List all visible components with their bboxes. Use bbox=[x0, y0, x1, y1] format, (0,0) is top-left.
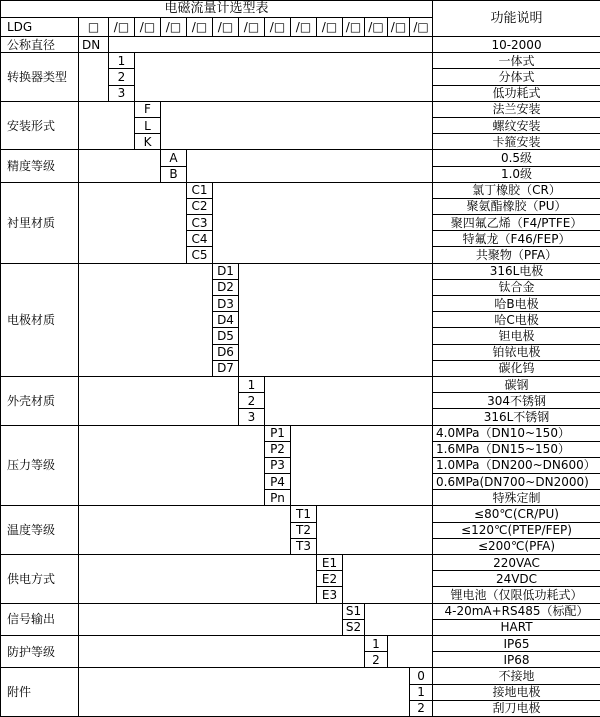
option-row bbox=[1, 150, 600, 166]
category-label: 电极材质 bbox=[1, 263, 79, 376]
empty-cell bbox=[79, 182, 187, 263]
option-description: 304不锈钢 bbox=[433, 393, 600, 409]
option-description: 4-20mA+RS485（标配） bbox=[433, 603, 600, 619]
empty-cell bbox=[161, 101, 433, 150]
option-code: DN bbox=[79, 37, 109, 53]
model-slot-box: /□ bbox=[161, 18, 187, 37]
option-description: 分体式 bbox=[433, 69, 600, 85]
category-label: 衬里材质 bbox=[1, 182, 79, 263]
empty-cell bbox=[79, 425, 265, 506]
category-label: 压力等级 bbox=[1, 425, 79, 506]
empty-cell bbox=[187, 150, 433, 182]
option-description: 碳钢 bbox=[433, 376, 600, 392]
option-code: C2 bbox=[187, 198, 213, 214]
option-description: 220VAC bbox=[433, 555, 600, 571]
option-description: HART bbox=[433, 619, 600, 635]
option-code: D1 bbox=[213, 263, 239, 279]
diameter-row bbox=[1, 37, 600, 53]
function-column-header: 功能说明 bbox=[433, 1, 600, 37]
option-description: ≤200℃(PFA) bbox=[433, 538, 600, 554]
option-code: T1 bbox=[291, 506, 317, 522]
table-title: 电磁流量计选型表 bbox=[1, 1, 433, 18]
option-code: 2 bbox=[365, 652, 388, 668]
title-row bbox=[1, 1, 600, 18]
option-code: D2 bbox=[213, 279, 239, 295]
model-slot-box: /□ bbox=[388, 18, 410, 37]
option-code: K bbox=[135, 134, 161, 150]
empty-cell bbox=[79, 150, 161, 182]
option-description: 螺纹安装 bbox=[433, 117, 600, 133]
empty-cell bbox=[265, 376, 433, 425]
option-code: 1 bbox=[109, 53, 135, 69]
empty-cell bbox=[79, 603, 343, 635]
option-description: 法兰安装 bbox=[433, 101, 600, 117]
category-label: 转换器类型 bbox=[1, 53, 79, 102]
option-row bbox=[1, 555, 600, 571]
option-description: ≤80℃(CR/PU) bbox=[433, 506, 600, 522]
category-label: 公称直径 bbox=[1, 37, 79, 53]
empty-cell bbox=[239, 263, 433, 376]
option-code: F bbox=[135, 101, 161, 117]
category-label: 防护等级 bbox=[1, 635, 79, 667]
option-code: E1 bbox=[317, 555, 343, 571]
option-description: 特氟龙（F46/FEP） bbox=[433, 231, 600, 247]
option-description: 低功耗式 bbox=[433, 85, 600, 101]
option-description: 刮刀电极 bbox=[433, 700, 600, 716]
option-description: 哈B电极 bbox=[433, 296, 600, 312]
option-description: 氯丁橡胶（CR） bbox=[433, 182, 600, 198]
option-row bbox=[1, 425, 600, 441]
option-code: 1 bbox=[365, 635, 388, 651]
category-label: 温度等级 bbox=[1, 506, 79, 555]
option-description: 10-2000 bbox=[433, 37, 600, 53]
option-description: 共聚物（PFA） bbox=[433, 247, 600, 263]
option-code: D6 bbox=[213, 344, 239, 360]
empty-cell bbox=[79, 263, 213, 376]
empty-cell bbox=[79, 376, 239, 425]
option-description: 4.0MPa（DN10~150） bbox=[433, 425, 600, 441]
empty-cell bbox=[79, 635, 365, 667]
option-code: C5 bbox=[187, 247, 213, 263]
option-description: 钽电极 bbox=[433, 328, 600, 344]
option-description: 接地电极 bbox=[433, 684, 600, 700]
option-code: P1 bbox=[265, 425, 291, 441]
empty-cell bbox=[135, 53, 433, 102]
option-code: 1 bbox=[239, 376, 265, 392]
model-slot-box: /□ bbox=[365, 18, 388, 37]
empty-cell bbox=[213, 182, 433, 263]
model-prefix-label: LDG bbox=[1, 18, 79, 37]
option-description: 316L不锈钢 bbox=[433, 409, 600, 425]
option-code: B bbox=[161, 166, 187, 182]
category-label: 精度等级 bbox=[1, 150, 79, 182]
option-row bbox=[1, 101, 600, 117]
option-description: 1.0MPa（DN200~DN600） bbox=[433, 457, 600, 473]
option-code: L bbox=[135, 117, 161, 133]
option-row bbox=[1, 263, 600, 279]
empty-cell bbox=[343, 555, 433, 604]
option-description: IP65 bbox=[433, 635, 600, 651]
option-code: Pn bbox=[265, 490, 291, 506]
option-description: 聚四氟乙烯（F4/PTFE） bbox=[433, 215, 600, 231]
category-label: 供电方式 bbox=[1, 555, 79, 604]
option-description: 24VDC bbox=[433, 571, 600, 587]
option-code: 2 bbox=[239, 393, 265, 409]
option-description: 316L电极 bbox=[433, 263, 600, 279]
model-slot-box: /□ bbox=[317, 18, 343, 37]
option-description: 0.5级 bbox=[433, 150, 600, 166]
option-row bbox=[1, 603, 600, 619]
category-label: 外壳材质 bbox=[1, 376, 79, 425]
category-label: 信号输出 bbox=[1, 603, 79, 635]
option-code: S1 bbox=[343, 603, 365, 619]
empty-cell bbox=[388, 635, 433, 667]
model-code-box: □ bbox=[79, 18, 109, 37]
option-code: C3 bbox=[187, 215, 213, 231]
option-row bbox=[1, 182, 600, 198]
option-code: 2 bbox=[109, 69, 135, 85]
option-description: 不接地 bbox=[433, 668, 600, 684]
model-slot-box: /□ bbox=[343, 18, 365, 37]
option-code: P3 bbox=[265, 457, 291, 473]
model-slot-box: /□ bbox=[265, 18, 291, 37]
empty-cell bbox=[291, 425, 433, 506]
option-code: 1 bbox=[410, 684, 433, 700]
option-description: IP68 bbox=[433, 652, 600, 668]
category-label: 安装形式 bbox=[1, 101, 79, 150]
model-slot-box: /□ bbox=[239, 18, 265, 37]
model-slot-box: /□ bbox=[410, 18, 433, 37]
option-description: 锂电池（仅限低功耗式） bbox=[433, 587, 600, 603]
option-description: 铂铱电极 bbox=[433, 344, 600, 360]
category-label: 附件 bbox=[1, 668, 79, 717]
empty-cell bbox=[317, 506, 433, 555]
option-code: 3 bbox=[239, 409, 265, 425]
option-code: A bbox=[161, 150, 187, 166]
option-code: C4 bbox=[187, 231, 213, 247]
option-code: 2 bbox=[410, 700, 433, 716]
option-description: 0.6MPa(DN700~DN2000) bbox=[433, 474, 600, 490]
empty-cell bbox=[365, 603, 433, 635]
option-code: T2 bbox=[291, 522, 317, 538]
option-code: S2 bbox=[343, 619, 365, 635]
model-slot-box: /□ bbox=[213, 18, 239, 37]
option-code: P2 bbox=[265, 441, 291, 457]
option-code: E2 bbox=[317, 571, 343, 587]
option-code: 3 bbox=[109, 85, 135, 101]
option-row bbox=[1, 668, 600, 684]
empty-cell bbox=[79, 101, 135, 150]
option-row bbox=[1, 53, 600, 69]
option-description: 碳化钨 bbox=[433, 360, 600, 376]
option-code: T3 bbox=[291, 538, 317, 554]
option-code: D3 bbox=[213, 296, 239, 312]
option-code: P4 bbox=[265, 474, 291, 490]
option-description: 1.0级 bbox=[433, 166, 600, 182]
option-description: 1.6MPa（DN15~150） bbox=[433, 441, 600, 457]
option-description: 一体式 bbox=[433, 53, 600, 69]
option-row bbox=[1, 376, 600, 392]
model-slot-box: /□ bbox=[109, 18, 135, 37]
model-slot-box: /□ bbox=[187, 18, 213, 37]
option-code: D4 bbox=[213, 312, 239, 328]
option-description: 特殊定制 bbox=[433, 490, 600, 506]
model-slot-box: /□ bbox=[135, 18, 161, 37]
option-description: 卡箍安装 bbox=[433, 134, 600, 150]
option-code: 0 bbox=[410, 668, 433, 684]
empty-cell bbox=[79, 53, 109, 102]
empty-cell bbox=[109, 37, 433, 53]
model-slot-box: /□ bbox=[291, 18, 317, 37]
option-description: 聚氨酯橡胶（PU） bbox=[433, 198, 600, 214]
option-row bbox=[1, 506, 600, 522]
option-code: E3 bbox=[317, 587, 343, 603]
option-description: 钛合金 bbox=[433, 279, 600, 295]
option-description: ≤120℃(PTEP/FEP) bbox=[433, 522, 600, 538]
option-code: D5 bbox=[213, 328, 239, 344]
option-code: D7 bbox=[213, 360, 239, 376]
empty-cell bbox=[79, 668, 410, 717]
option-code: C1 bbox=[187, 182, 213, 198]
empty-cell bbox=[79, 506, 291, 555]
empty-cell bbox=[79, 555, 317, 604]
option-description: 哈C电极 bbox=[433, 312, 600, 328]
option-row bbox=[1, 635, 600, 651]
